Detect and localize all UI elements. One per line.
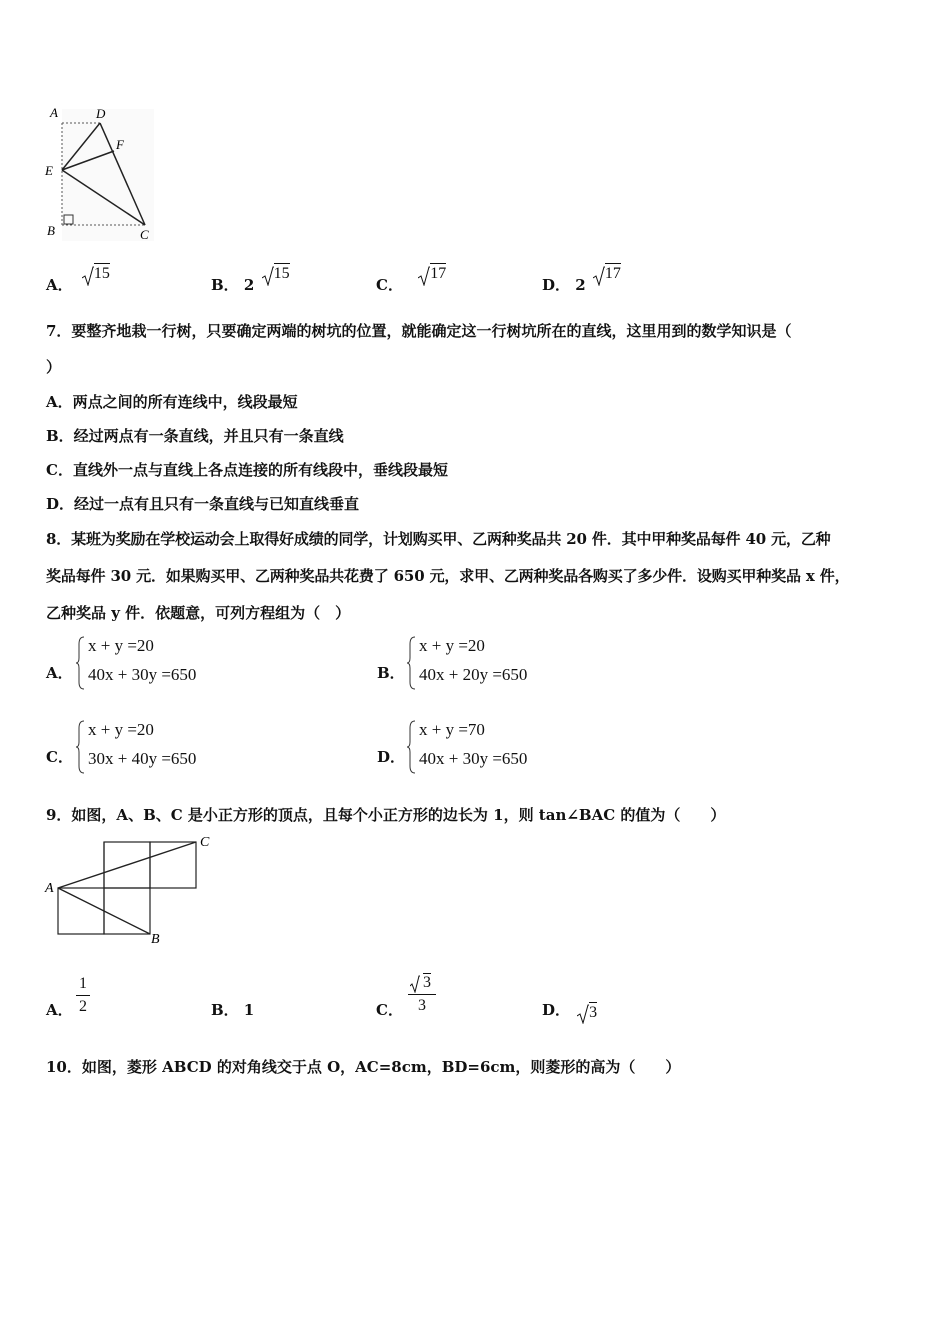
q7-stem-line2: ） — [46, 358, 62, 376]
q9-option-b-value: 1 — [243, 1001, 255, 1019]
q9-option-d-radicand: 3 — [589, 1004, 598, 1021]
q8-option-b[interactable] — [377, 634, 637, 694]
q8-option-c-brace — [76, 720, 86, 774]
q8-option-c-eq1: x + y =20 — [88, 720, 154, 739]
q6-option-a-radicand: 15 — [93, 265, 110, 282]
q9-option-c-radicand: 3 — [423, 974, 431, 991]
q8-option-d-eq1: x + y =70 — [419, 720, 485, 739]
q8-option-d-brace — [407, 720, 417, 774]
q8-stem-line3: 乙种奖品 y 件．依题意，可列方程组为（ ） — [46, 604, 351, 622]
q8-option-b-brace — [407, 636, 417, 690]
q8-option-c-eq2: 30x + 40y =650 — [88, 749, 197, 768]
q8-option-a[interactable] — [46, 634, 306, 694]
q9-label-c: C — [200, 835, 210, 850]
q8-option-b-eq2: 40x + 20y =650 — [419, 665, 528, 684]
q6-option-a-label: A． — [46, 276, 73, 294]
q9-option-a-den: 2 — [79, 998, 87, 1015]
q8-stem-line1: 8．某班为奖励在学校运动会上取得好成绩的同学，计划购买甲、乙两种奖品共 20 件．其中甲种奖品每件 40 元，乙种 — [46, 530, 831, 548]
q8-option-b-label: B． — [377, 664, 405, 682]
q10-stem: 10．如图，菱形 ABCD 的对角线交于点 O，AC=8cm，BD=6cm，则菱形的高为（ ） — [46, 1058, 681, 1076]
q6-option-a-sqrt — [94, 265, 110, 283]
q6-option-d-sqrt — [605, 265, 621, 283]
q8-option-a-eq2: 40x + 30y =650 — [88, 665, 197, 684]
q7-option-b[interactable]: B．经过两点有一条直线，并且只有一条直线 — [46, 427, 344, 445]
q8-stem-line2: 奖品每件 30 元．如果购买甲、乙两种奖品共花费了 650 元，求甲、乙两种奖品各购买了多少件．设购买甲种奖品 x 件， — [46, 567, 850, 585]
q6-figure — [42, 103, 162, 248]
q6-option-b-sqrt — [274, 265, 290, 283]
q6-option-b-coef: 2 — [243, 276, 255, 294]
q6-option-b[interactable] — [211, 265, 290, 295]
q7-option-a[interactable]: A．两点之间的所有连线中，线段最短 — [46, 393, 298, 411]
q9-option-a[interactable] — [46, 975, 166, 1025]
q9-option-a-label: A． — [46, 1001, 73, 1019]
q9-option-b-label: B． — [211, 1001, 239, 1019]
q6-label-e: E — [45, 163, 53, 178]
q8-option-a-eq1: x + y =20 — [88, 636, 154, 655]
q9-option-c-label: C． — [376, 1001, 403, 1019]
q9-option-c[interactable] — [376, 972, 496, 1026]
q6-option-b-label: B． — [211, 276, 239, 294]
q9-label-b: B — [151, 932, 160, 947]
q6-option-b-radicand: 15 — [273, 265, 290, 282]
q6-option-a[interactable] — [46, 265, 110, 295]
q6-option-d[interactable] — [542, 265, 621, 295]
q6-label-f: F — [116, 137, 124, 152]
q8-option-d-eq2: 40x + 30y =650 — [419, 749, 528, 768]
q9-option-b[interactable] — [211, 999, 254, 1020]
q8-option-a-label: A． — [46, 664, 73, 682]
q6-option-c-label: C． — [376, 276, 403, 294]
q9-option-d[interactable] — [542, 999, 598, 1021]
q6-option-c[interactable] — [376, 265, 447, 295]
q8-option-b-eq1: x + y =20 — [419, 636, 485, 655]
q7-stem-line1: 7．要整齐地栽一行树，只要确定两端的树坑的位置，就能确定这一行树坑所在的直线，这里用到的数学知识是（ — [46, 322, 792, 340]
q6-option-c-sqrt — [430, 265, 446, 283]
q7-option-c[interactable]: C．直线外一点与直线上各点连接的所有线段中，垂线段最短 — [46, 461, 448, 479]
q8-option-d-label: D． — [377, 748, 406, 766]
q6-label-d: D — [96, 106, 106, 121]
q7-option-d[interactable]: D．经过一点有且只有一条直线与已知直线垂直 — [46, 495, 360, 513]
q9-option-d-sqrt — [589, 1004, 597, 1022]
q9-stem: 9．如图，A、B、C 是小正方形的顶点，且每个小正方形的边长为 1，则 tan∠BAC 的值为（ ） — [46, 806, 726, 824]
q6-label-c: C — [140, 227, 149, 242]
q8-option-d[interactable] — [377, 718, 637, 778]
q6-label-a: A — [50, 105, 58, 120]
q6-option-d-coef: 2 — [575, 276, 586, 294]
q8-option-c-label: C． — [46, 748, 73, 766]
q8-option-a-brace — [76, 636, 86, 690]
q9-option-c-den: 3 — [418, 997, 426, 1014]
q6-option-d-radicand: 17 — [604, 265, 621, 282]
q9-option-a-fraction — [76, 975, 90, 1016]
q9-figure — [42, 832, 222, 947]
q9-option-a-num: 1 — [79, 975, 87, 992]
q6-option-d-label: D． — [542, 276, 571, 294]
q9-label-a: A — [45, 881, 54, 896]
q9-option-d-label: D． — [542, 1001, 571, 1019]
q9-option-c-fraction — [408, 974, 436, 1015]
q6-option-c-radicand: 17 — [430, 265, 447, 282]
q8-option-c[interactable] — [46, 718, 306, 778]
q6-label-b: B — [47, 223, 55, 238]
